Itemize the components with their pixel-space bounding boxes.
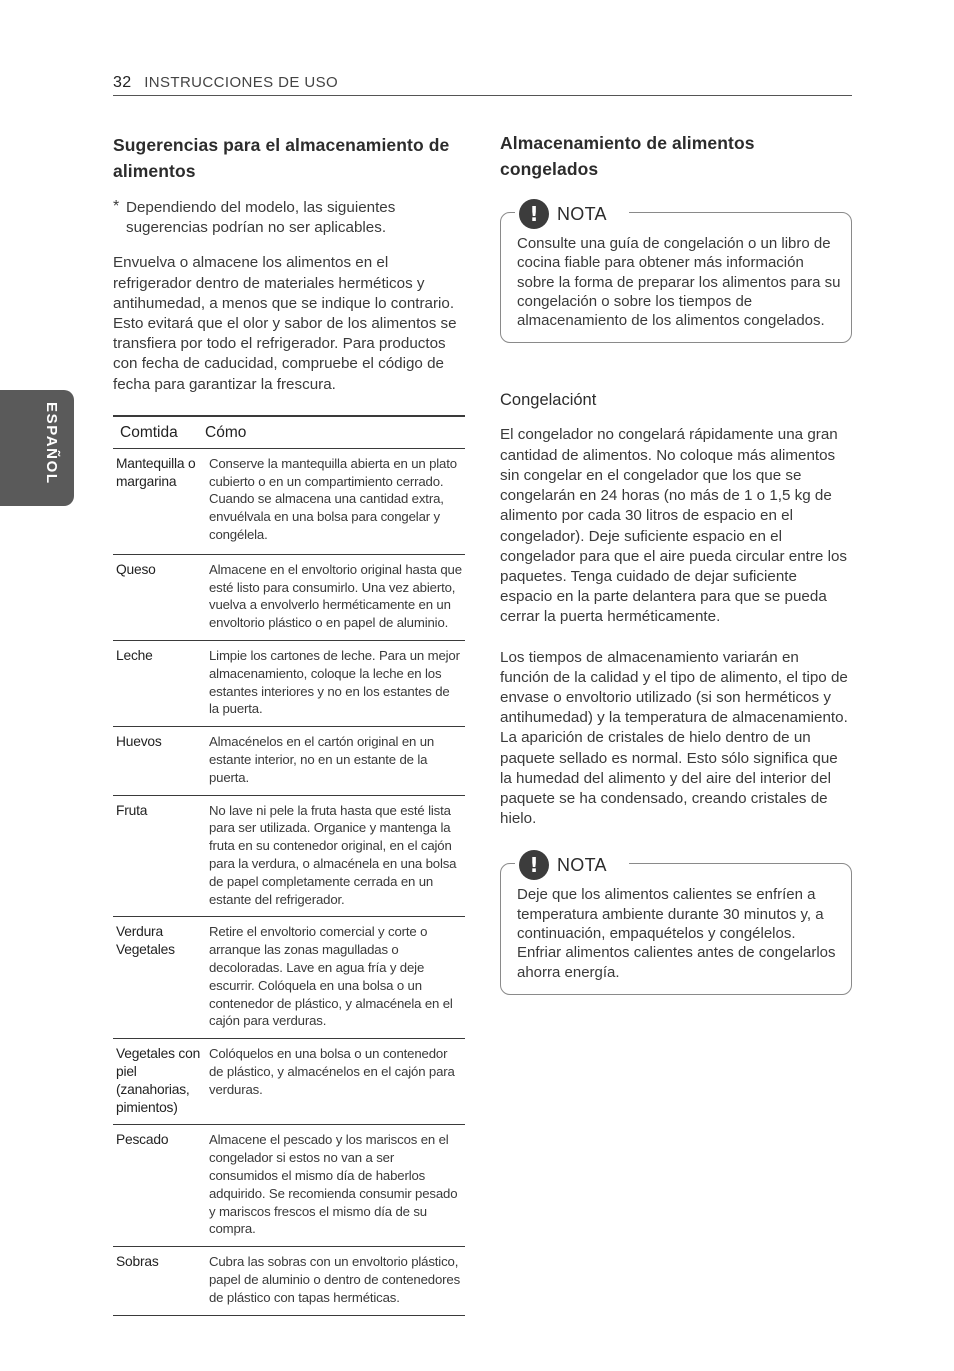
how-cell: Limpie los cartones de leche. Para un mejor almacenamiento, coloque la leche en los estantes interiores y no en los estantes de la puerta. (205, 641, 465, 727)
table-row (113, 554, 465, 640)
right-column (500, 130, 852, 995)
asterisk-mark: * (113, 198, 120, 215)
food-cell: Verdura Vegetales (113, 917, 205, 1039)
language-tab (0, 390, 74, 506)
table-row (113, 641, 465, 727)
food-cell: Queso (113, 554, 205, 640)
how-cell: Almacene el pescado y los mariscos en el congelador si estos no van a ser consumidos el mismo día de haberlos adquirido. Se recomienda consumir pesado y mariscos frescos el mismo día de su compra. (205, 1125, 465, 1247)
table-row (113, 1125, 465, 1247)
note-box-1 (500, 202, 852, 343)
note-text-1: Consulte una guía de congelación o un libro de cocina fiable para obtener más información sobre la forma de preparar los alimentos para su congelación o sobre los tiempos de almacenamiento de los alimentos congelados. (517, 235, 841, 330)
note-title-1 (515, 199, 629, 229)
page-number: 32 (113, 74, 132, 91)
freezing-paragraph-2: Los tiempos de almacenamiento variarán en función de la calidad y el tipo de alimento, el tipo de envase o envoltorio utilizado (si son herméticos y antihumedad) y la temperatura de almacenamiento. La aparición de cristales de hielo dentro de un paquete sellado es normal. Esto sólo significa que la humedad del alimento y del aire del interior del paquete se ha condensado, creando cristales de hielo. (500, 648, 848, 828)
food-cell: Sobras (113, 1247, 205, 1315)
how-cell: Almacénelos en el cartón original en un estante interior, no en un estante de la puerta. (205, 727, 465, 795)
food-cell: Huevos (113, 727, 205, 795)
food-cell: Pescado (113, 1125, 205, 1247)
food-cell: Fruta (113, 795, 205, 917)
how-cell: Cubra las sobras con un envoltorio plástico, papel de aluminio o dentro de contenedores de plástico con tapas herméticas. (205, 1247, 465, 1315)
table-header-row (113, 416, 465, 449)
how-cell: Retire el envoltorio comercial y corte o arranque las zonas magulladas o decoloradas. Lave en agua fría y deje escurrir. Colóquela en una bolsa o un contenedor de plástico, y almacénela en el cajón para verduras. (205, 917, 465, 1039)
freezing-subtitle: Congelaciónt (500, 391, 597, 410)
table-row (113, 1247, 465, 1315)
how-cell: Conserve la mantequilla abierta en un plato cubierto o en un compartimiento cerrado. Cuando se almacena una cantidad extra, envuélvala en una bolsa para congelar y congélela. (205, 448, 465, 554)
note-text-2: Deje que los alimentos calientes se enfríen a temperatura ambiente durante 30 minutos y, a continuación, empaquételos y congélelos. Enfriar alimentos calientes antes de congelarlos ahorra energía. (517, 886, 836, 981)
food-cell: Leche (113, 641, 205, 727)
table-row (113, 795, 465, 917)
note-label-2: NOTA (557, 854, 607, 875)
frozen-storage-title: Almacenamiento de alimentos congelados (500, 133, 755, 179)
note-label-1: NOTA (557, 203, 607, 224)
language-tab-label: ESPAÑOL (43, 402, 60, 485)
model-disclaimer-text: Dependiendo del modelo, las siguientes sugerencias podrían no ser aplicables. (126, 199, 396, 237)
table-row (113, 1039, 465, 1125)
exclamation-icon: ! (519, 199, 549, 229)
note-box-2 (500, 853, 852, 994)
storage-tips-title: Sugerencias para el almacenamiento de alimentos (113, 135, 450, 181)
left-column (113, 132, 465, 1316)
food-cell: Vegetales con piel (zanahorias, pimientos) (113, 1039, 205, 1125)
table-row (113, 727, 465, 795)
table-row (113, 917, 465, 1039)
page-header (113, 74, 852, 96)
how-cell: No lave ni pele la fruta hasta que esté lista para ser utilizada. Organice y mantenga la fruta en su contenedor original, en el cajón para la verdura, o almacénela en una bolsa de papel completamente cerrada en un estante del refrigerador. (205, 795, 465, 917)
food-storage-table (113, 415, 465, 1316)
column-header-food: Comtida (113, 416, 205, 449)
freezing-paragraph-1: El congelador no congelará rápidamente una gran cantidad de alimentos. No coloque más alimentos sin congelar en el congelador que los que se congelarán en 24 horas (no más de 1 o 1,5 kg de alimento por cada 30 litros de espacio en el congelador). Deje suficiente espacio en el congelador para que el aire pueda circular entre los paquetes. Tenga cuidado de dejar suficiente espacio en la parte delantera para que se pueda cerrar la puerta herméticamente. (500, 426, 847, 626)
model-disclaimer (113, 198, 465, 238)
exclamation-icon: ! (519, 850, 549, 880)
section-title: INSTRUCCIONES DE USO (144, 74, 339, 91)
food-cell: Mantequilla o margarina (113, 448, 205, 554)
storage-intro-paragraph: Envuelva o almacene los alimentos en el refrigerador dentro de materiales herméticos y antihumedad, a menos que se indique lo contrario. Esto evitará que el olor y sabor de los alimentos se transfiera por todo el refrigerador. Para productos con fecha de caducidad, compruebe el código de fecha para garantizar la frescura. (113, 254, 457, 393)
how-cell: Colóquelos en una bolsa o un contenedor de plástico, y almacénelos en el cajón para verduras. (205, 1039, 465, 1125)
table-row (113, 448, 465, 554)
column-header-how: Cómo (205, 416, 465, 449)
how-cell: Almacene en el envoltorio original hasta que esté listo para consumirlo. Una vez abierto, vuelva a envolverlo herméticamente en un envoltorio plástico o en papel de aluminio. (205, 554, 465, 640)
note-title-2 (515, 850, 629, 880)
